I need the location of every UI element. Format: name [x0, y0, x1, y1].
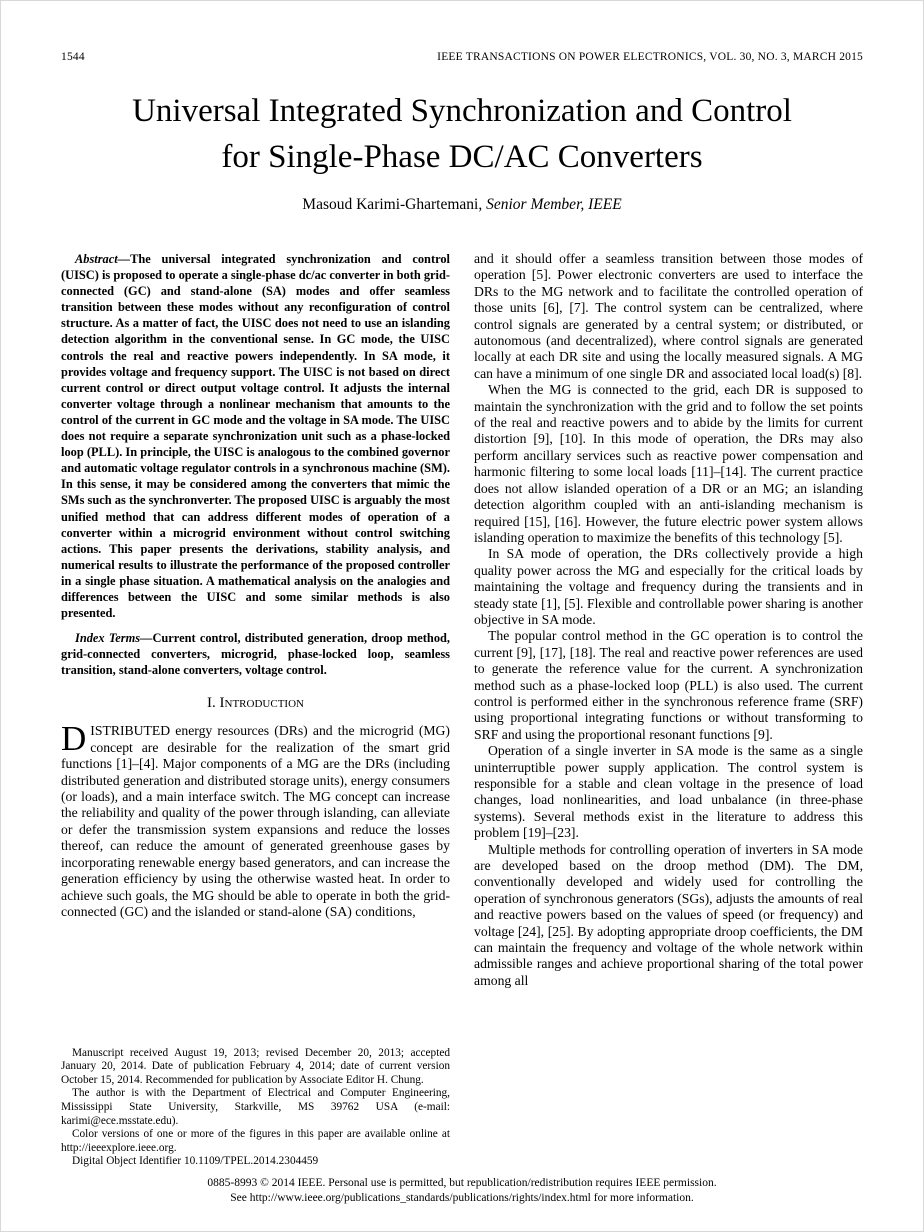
dropcap-letter: D: [61, 719, 87, 759]
author-line: [41, 196, 883, 214]
body-paragraph: Operation of a single inverter in SA mode is the same as a single uninterruptible power supply application. The control system is responsible for a stable and clean voltage in the presence of load changes, load nonlinearities, and load unbalance (in three-phase systems). Several methods exist in the literature to address this problem [19]–[23].: [474, 743, 863, 841]
body-paragraph: When the MG is connected to the grid, each DR is supposed to maintain the synchronization with the grid and to follow the set points of the real and reactive powers and to abide by the limits for current distortion [9], [10]. In this mode of operation, the DRs may also perform ancillary services such as reactive power compensation and harmonic filtering to some local loads [11]–[14]. The current practice does not allow islanded operation of a DR or an MG; an islanding detection algorithm coupled with an anti-islanding mechanism is required [15], [16]. However, the future electric power system allows islanding operation to maximize the benefits of this technology [5].: [474, 382, 863, 545]
footnote-color-versions: Color versions of one or more of the figures in this paper are available online at http://ieeexplore.ieee.org.: [61, 1128, 450, 1154]
page-number: 1544: [61, 51, 85, 63]
running-head: [61, 51, 863, 63]
right-column: [474, 251, 863, 1169]
author-membership: Senior Member, IEEE: [486, 196, 622, 214]
copyright-line-2: See http://www.ieee.org/publications_standards/publications/rights/index.html for more information.: [230, 1191, 694, 1204]
footnote-doi: Digital Object Identifier 10.1109/TPEL.2014.2304459: [72, 1155, 319, 1168]
intro-paragraph-text: ISTRIBUTED energy resources (DRs) and the microgrid (MG) concept are desirable for the realization of the smart grid functions [1]–[4]. Major components of a MG are the DRs (including distributed generation and distributed storage units), energy consumers (or loads), and a main interface switch. The MG concept can increase the reliability and quality of the power through islanding, can alleviate or defer the transmission system expansions and reduce the losses thereof, can reduce the amount of generated greenhouse gases by incorporating renewable energy based generators, and can increase the generation efficiency by using the otherwise wasted heat. In order to achieve such goals, the MG should be able to operate in both the grid-connected (GC) and the islanded or stand-alone (SA) conditions,: [61, 723, 450, 919]
abstract-text: The universal integrated synchronization and control (UISC) is proposed to operate a single-phase dc/ac converter in both grid-connected (GC) and stand-alone (SA) modes and offer seamless transition between these modes without any reconfiguration of control structure. As a matter of fact, the UISC does not need to use an islanding detection algorithm in the conventional sense. In GC mode, the UISC controls the real and reactive powers independently. In SA mode, it provides voltage and frequency support. The UISC is not based on direct current control or direct output voltage control. It adjusts the internal converter voltage through a nonlinear mechanism that amounts to the control of the current in GC mode and the voltage in SA mode. The UISC does not require a separate synchronization unit such as a phase-locked loop (PLL). In principle, the UISC is analogous to the combined governor and automatic voltage regulator controls in a synchronous machine (SM). In this sense, it may be considered among the converters that mimic the SMs such as the synchronverter. The proposed UISC is arguably the most unified method that can address different modes of operation of a converter within a microgrid environment without control switching actions. This paper presents the derivations, stability analysis, and numerical results to illustrate the performance of the proposed controller in a single phase situation. A mathematical analysis on the analogies and differences between the UISC and some similar methods is also presented.: [61, 252, 450, 621]
index-terms-text: Current control, distributed generation, droop method, grid-connected converters, microgrid, phase-locked loop, seamless transition, stand-alone converters, voltage control.: [61, 631, 450, 678]
index-terms-label: Index Terms—: [75, 631, 153, 646]
two-column-body: [61, 251, 863, 1169]
footnote-author-affiliation: The author is with the Department of Electrical and Computer Engineering, Mississippi State University, Starkville, MS 39762 USA (e-mail: karimi@ece.msstate.edu).: [61, 1087, 450, 1127]
footnote-manuscript-history: Manuscript received August 19, 2013; revised December 20, 2013; accepted January 20, 2014. Date of publication February 4, 2014; date of current version October 15, 2014. Recommended for publication by Associate Editor H. Chung.: [61, 1046, 450, 1086]
footnote-block: [61, 1047, 450, 1169]
left-column: [61, 251, 450, 1169]
body-paragraph: and it should offer a seamless transition between those modes of operation [5]. Power electronic converters are used to interface the DRs to the MG network and to facilitate the controlled operation of those units [6], [7]. The control system can be centralized, where control signals are generated by a central system; or distributed, or autonomous (and decentralized), where control signals are generated locally at each DR site and using the locally measured signals. A MG can have a minimum of one single DR and associated local load(s) [8].: [474, 251, 863, 381]
abstract-label: Abstract—: [75, 252, 131, 266]
copyright-line-1: 0885-8993 © 2014 IEEE. Personal use is permitted, but republication/redistribution requires IEEE permission.: [207, 1177, 717, 1189]
copyright-footer: [1, 1176, 923, 1205]
body-paragraph: Multiple methods for controlling operation of inverters in SA mode are developed based on the droop method (DM). The DM, conventionally developed and widely used for controlling the operation of synchronous generators (SGs), adjusts the amounts of real and reactive powers based on the values of speed (or frequency) and voltage [24], [25]. By adopting appropriate droop coefficients, the DM can maintain the frequency and voltage of the whole network within admissible ranges and achieve proportional sharing of the total power among all: [474, 841, 863, 988]
paper-title-line-2: for Single-Phase DC/AC Converters: [221, 138, 703, 175]
section-heading-introduction: I. Introduction: [207, 695, 304, 712]
title-block: [41, 89, 883, 214]
paper-title: [41, 89, 883, 180]
intro-paragraph: [61, 719, 450, 920]
paper-title-line-1: Universal Integrated Synchronization and Control: [132, 93, 792, 129]
body-paragraph: In SA mode of operation, the DRs collectively provide a high quality power across the MG and especially for the critical loads by maintaining the voltage and frequency during the transients and in steady state [1], [5]. Flexible and controllable power sharing is another objective in SA mode.: [474, 546, 863, 627]
index-terms: [61, 630, 450, 678]
journal-title: IEEE TRANSACTIONS ON POWER ELECTRONICS, VOL. 30, NO. 3, MARCH 2015: [437, 51, 863, 63]
author-name: Masoud Karimi-Ghartemani,: [302, 196, 487, 214]
body-paragraph: The popular control method in the GC operation is to control the current [9], [17], [18]. The real and reactive power references are used to generate the reference value for the current. A synchronization method such as a phase-locked loop (PLL) is also used. The current control is performed either in the synchronous reference frame (SRF) using proportional integrating functions or without transforming to SRF and using the proportional resonant functions [9].: [474, 628, 863, 742]
abstract: [61, 251, 450, 621]
